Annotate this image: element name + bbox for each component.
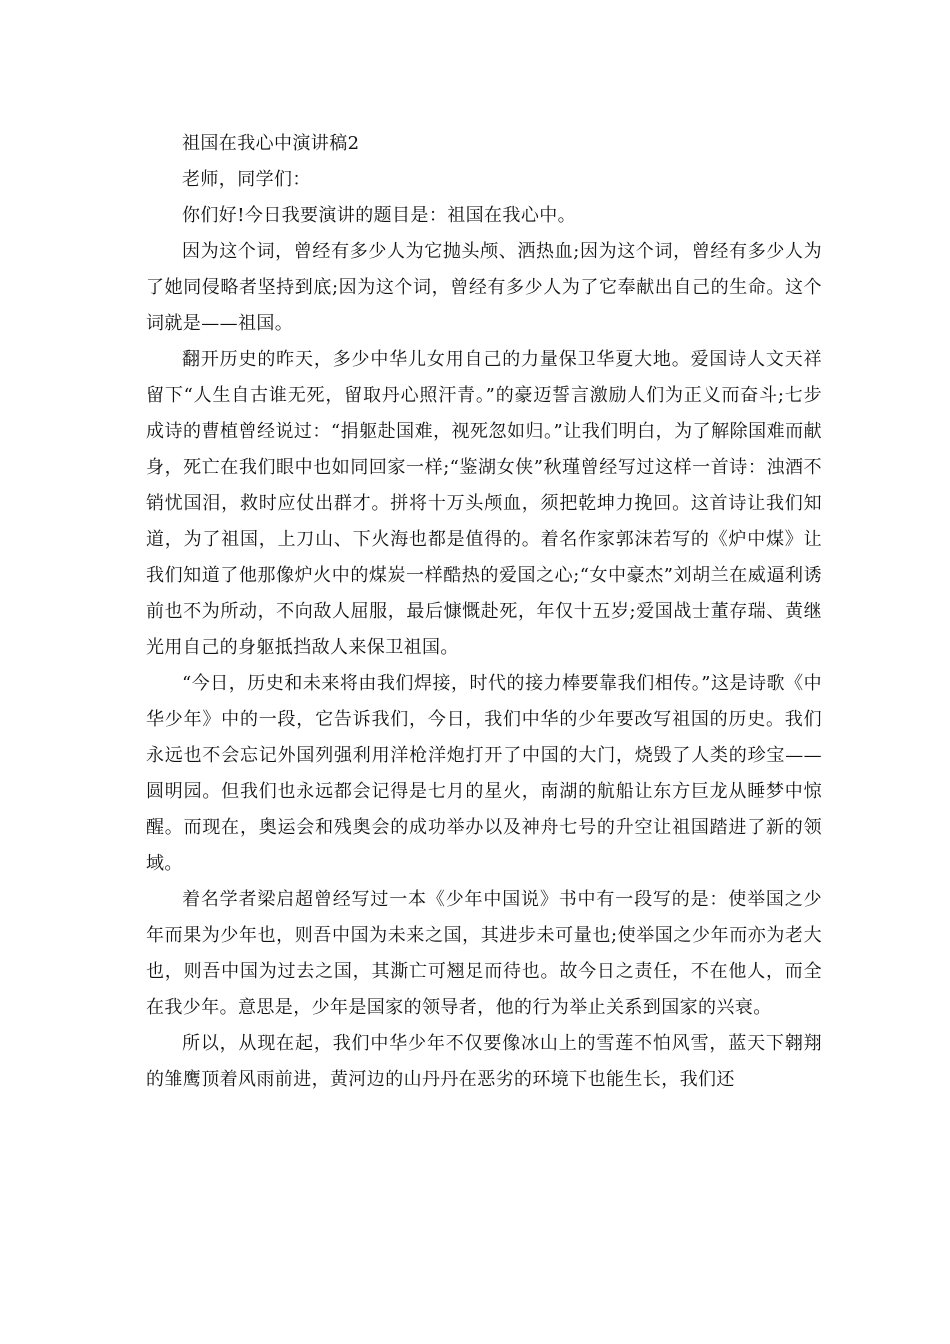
document-title: 祖国在我心中演讲稿2: [182, 133, 360, 154]
paragraph-2: 翻开历史的昨天，多少中华儿女用自己的力量保卫华夏大地。爱国诗人文天祥留下“人生自古谁无死，留取丹心照汗青。”的豪迈誓言激励人们为正义而奋斗;七步成诗的曹植曾经说过：“捐躯赴国难，视死忽如归。”让我们明白，为了解除国难而献身，死亡在我们眼中也如同回家一样;“鉴湖女侠”秋瑾曾经写过这样一首诗：浊酒不销忧国泪，救时应仗出群才。拼将十万头颅血，须把乾坤力挽回。这首诗让我们知道，为了祖国，上刀山、下火海也都是值得的。着名作家郭沫若写的《炉中煤》让我们知道了他那像炉火中的煤炭一样酷热的爱国之心;“女中豪杰”刘胡兰在威逼利诱前也不为所动，不向敌人屈服，最后慷慨赴死，年仅十五岁;爱国战士董存瑞、黄继光用自己的身躯抵挡敌人来保卫祖国。: [146, 349, 822, 658]
paragraph-1: 因为这个词，曾经有多少人为它抛头颅、洒热血;因为这个词，曾经有多少人为了她同侵略者坚持到底;因为这个词，曾经有多少人为了它奉献出自己的生命。这个词就是——祖国。: [146, 241, 822, 334]
paragraph-4: 着名学者梁启超曾经写过一本《少年中国说》书中有一段写的是：使举国之少年而果为少年也，则吾中国为未来之国，其进步未可量也;使举国之少年而亦为老大也，则吾中国为过去之国，其澌亡可翘足而待也。故今日之责任，不在他人，而全在我少年。意思是，少年是国家的领导者，他的行为举止关系到国家的兴衰。: [146, 889, 822, 1018]
paragraph-5: 所以，从现在起，我们中华少年不仅要像冰山上的雪莲不怕风雪，蓝天下翱翔的雏鹰顶着风雨前进，黄河边的山丹丹在恶劣的环境下也能生长，我们还: [146, 1033, 822, 1090]
salutation: 老师，同学们：: [182, 169, 311, 190]
greeting: 你们好!今日我要演讲的题目是：祖国在我心中。: [182, 205, 577, 226]
paragraph-3: “今日，历史和未来将由我们焊接，时代的接力棒要靠我们相传。”这是诗歌《中华少年》中的一段，它告诉我们，今日，我们中华的少年要改写祖国的历史。我们永远也不会忘记外国列强利用洋枪洋炮打开了中国的大门，烧毁了人类的珍宝——圆明园。但我们也永远都会记得是七月的星火，南湖的航船让东方巨龙从睡梦中惊醒。而现在，奥运会和残奥会的成功举办以及神舟七号的升空让祖国踏进了新的领域。: [146, 673, 822, 874]
